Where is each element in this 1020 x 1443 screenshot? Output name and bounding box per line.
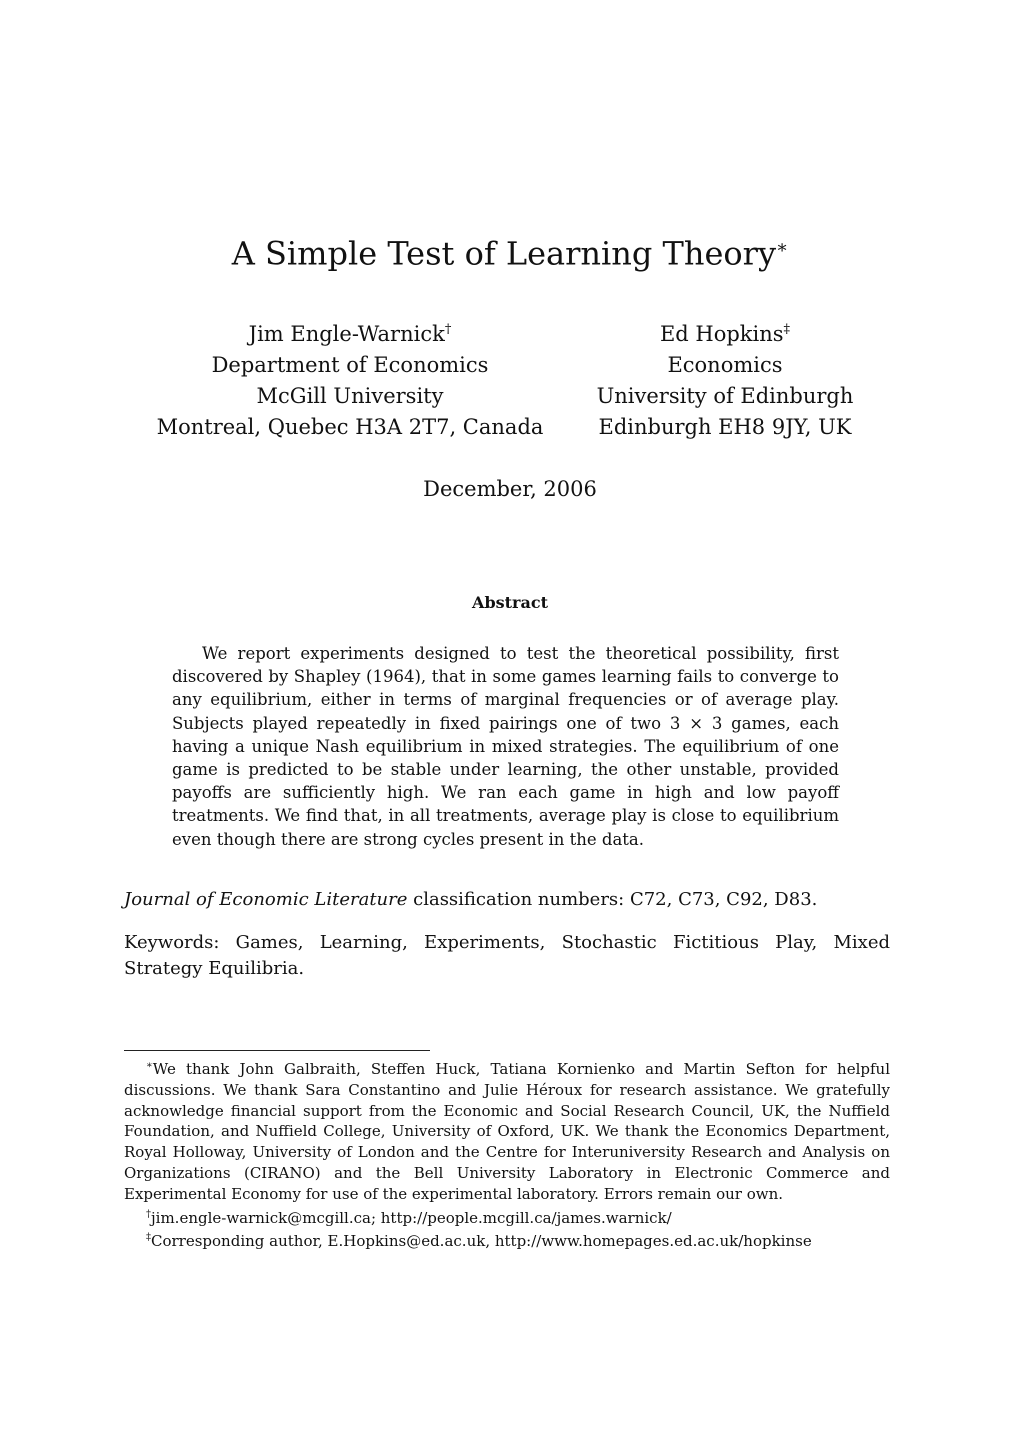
author-1-address: Montreal, Quebec H3A 2T7, Canada [156,415,544,439]
author-2-block [570,314,880,443]
footnote-3-text: Corresponding author, E.Hopkins@ed.ac.uk, http://www.homepages.ed.ac.uk/hopkinse [151,1232,812,1251]
author-2-institution: University of Edinburgh [596,384,854,408]
footnote-1-text: We thank John Galbraith, Steffen Huck, Tatiana Kornienko and Martin Sefton for helpful discussions. We thank Sara Constantino and Julie Héroux for research assistance. We gratefully acknowledge financial support from the Economic and Social Research Council, UK, the Nuffield Foundation, and Nuffield College, University of Oxford, UK. We thank the Economics Department, Royal Holloway, University of London and the Centre for Interuniversity Research and Analysis on Organizations (CIRANO) and the Bell University Laboratory in Electronic Commerce and Experimental Economy for use of the experimental laboratory. Errors remain our own. [124,1060,890,1203]
author-2-address: Edinburgh EH8 9JY, UK [598,415,852,439]
abstract-body: We report experiments designed to test the theoretical possibility, first discovered by Shapley (1964), that in some games learning fails to converge to any equilibrium, either in terms of marginal frequencies or of average play. Subjects played repeatedly in fixed pairings one of two 3 × 3 games, each having a unique Nash equilibrium in mixed strategies. The equilibrium of one game is predicted to be stable under learning, the other unstable, provided payoffs are sufficiently high. We ran each game in high and low payoff treatments. We find that, in all treatments, average play is close to equilibrium even though there are strong cycles present in the data. [172,644,839,849]
author-1-block [140,314,560,443]
paper-title [0,226,1020,276]
author-2-footnote-mark: ‡ [783,322,791,337]
footnote-1-mark: ∗ [146,1060,153,1071]
footnote-acknowledgements [124,1056,890,1205]
footnote-author-2-contact [124,1228,890,1252]
jel-journal-name: Journal of Economic Literature [124,889,408,910]
author-2-name-line [570,314,880,350]
author-1-name: Jim Engle-Warnick [248,322,445,346]
author-1-name-line [140,314,560,350]
author-1-department: Department of Economics [211,353,489,377]
title-text: A Simple Test of Learning Theory [231,234,777,273]
jel-classification [124,887,890,913]
title-footnote-mark: ∗ [776,237,789,258]
footnote-2-text: jim.engle-warnick@mcgill.ca; http://people.mcgill.ca/james.warnick/ [151,1208,672,1227]
footnote-2-mark: † [146,1208,151,1220]
footnote-3-mark: ‡ [146,1232,151,1244]
keywords: Keywords: Games, Learning, Experiments, Stochastic Fictitious Play, Mixed Strategy Equilibria. [124,932,890,979]
footnotes [124,1056,890,1252]
author-2-department: Economics [667,353,783,377]
publication-date: December, 2006 [423,477,597,501]
jel-classification-text: classification numbers: C72, C73, C92, D83. [407,889,818,910]
author-1-footnote-mark: † [444,322,452,337]
author-2-name: Ed Hopkins [659,322,784,346]
footnote-divider [124,1050,430,1051]
author-1-institution: McGill University [256,384,444,408]
abstract-heading: Abstract [472,593,548,612]
footnote-author-1-contact [124,1205,890,1229]
